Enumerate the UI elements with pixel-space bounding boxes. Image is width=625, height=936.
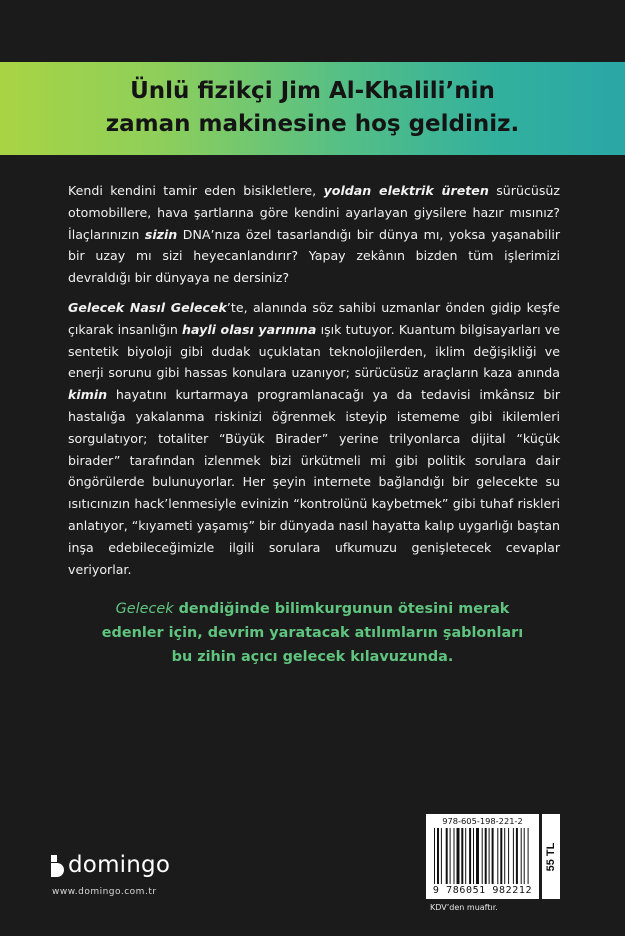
closing-line-2: edenler için, devrim yaratacak atılımların şablonları [101, 625, 524, 641]
para2-text-a: ’te, alanında söz sahibi uzmanlar önden gidip keşfe çıkarak insanlığın [68, 300, 560, 337]
isbn-number: 978-605-198-221-2 [442, 816, 523, 826]
headline [0, 75, 625, 141]
para1-text-c: DNA’nıza özel tasarlandığı bir dünya mı, yoksa yaşanabilir bir uzay mı sizi heyecanlandırır? Yapay zekânın bizden tüm işlerimizi devraldığı bir dünyaya ne dersiniz? [68, 226, 560, 286]
publisher-logo-icon [50, 853, 65, 877]
para1-text-a: Kendi kendini tamir eden bisikletlere, [68, 183, 324, 198]
closing-italic-word: Gelecek [115, 601, 174, 617]
tax-note: KDV’den muaftır. [430, 903, 498, 912]
closing-line-1 [0, 597, 625, 621]
headline-line-1: Ünlü fizikçi Jim Al-Khalili’nin [130, 78, 495, 104]
publisher-name: domingo [68, 852, 171, 878]
headline-band [0, 62, 625, 155]
para2-text-c: hayatını kurtarmaya programlanacağı ya da tedavisi imkânsız bir hastalığa yakalanma riskinizi öğrenmek isteyip istememe gibi ikilemleri sorgulatıyor; totaliter “Büyük Birader” yerine trilyonlarca dijital “küçük birader” tarafından izlenmek bizi ürkütmeli mi gibi politik sorulara dair öngörülerde bulunuyorlar. Her şeyin internete bağlandığı bir gelecekte su ısıtıcınızın hack’lenmesiyle evinizin “kontrolünü kaybetmek” gibi tuhaf riskleri anlatıyor, “kıyameti yaşamış” bir dünyada nasıl hayatta kalıp uygarlığı baştan inşa edebileceğimizle ilgili sorulara ufkumuzu genişletecek cevaplar veriyorlar. [68, 387, 560, 577]
blurb-paragraph-1 [68, 180, 560, 289]
barcode [426, 814, 539, 899]
publisher-url: www.domingo.com.tr [52, 887, 157, 897]
para1-emphasis-b: sizin [144, 226, 178, 242]
blurb-paragraph-2 [68, 297, 560, 580]
para1-text-b: sürücüsüz otomobillere, hava şartlarına göre kendini ayarlayan giysilere hazır mısınız? İlaçlarınızın [68, 183, 561, 242]
barcode-digits: 9 786051 982212 [432, 885, 533, 896]
price: 55 TL [545, 842, 557, 871]
book-title-inline: Gelecek Nasıl Gelecek [68, 300, 227, 315]
closing-tagline [0, 597, 625, 669]
closing-line-3: bu zihin açıcı gelecek kılavuzunda. [171, 649, 454, 665]
headline-line-2: zaman makinesine hoş geldiniz. [105, 111, 520, 137]
para2-text-b: ışık tutuyor. Kuantum bilgisayarları ve sentetik biyoloji gibi dudak uçuklatan teknolojilerden, iklim değişikliği ve enerji sorunu gibi hassas konulara uzanıyor; sürücüsüz araçların kaza anında [68, 321, 560, 381]
para1-emphasis-a: yoldan elektrik üreten [323, 183, 489, 198]
barcode-bars [432, 828, 533, 886]
para2-emphasis-a: hayli olası yarınına [182, 321, 317, 337]
para2-emphasis-b: kimin [68, 387, 108, 403]
publisher-logo [50, 851, 170, 879]
closing-line-1-rest: dendiğinde bilimkurgunun ötesini merak [173, 601, 510, 617]
price-tag [542, 814, 560, 899]
